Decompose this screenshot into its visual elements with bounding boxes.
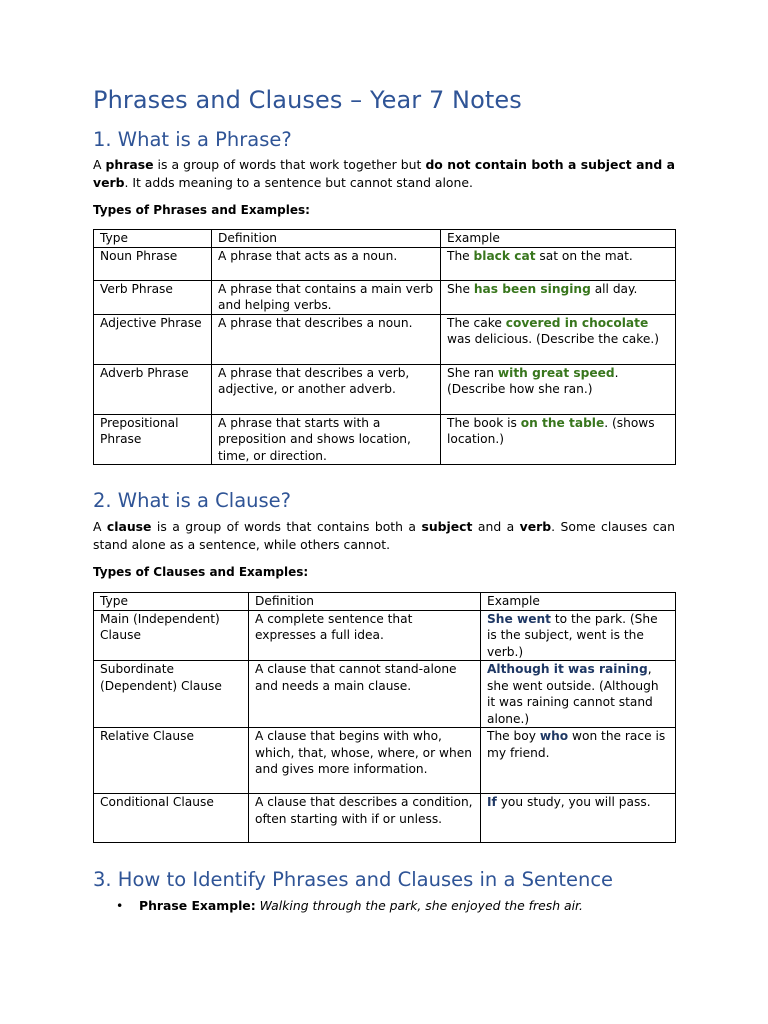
example-text: all day. [590,281,638,296]
table-row [94,728,676,794]
example-cell [441,364,676,414]
column-header: Example [481,593,676,611]
example-text: The book is [447,415,521,430]
example-text: . (Describe how she ran.) [447,365,619,396]
highlighted-example-text: Although it was raining [487,662,648,676]
example-text: to the park. (She is the subject, went is the verb.) [487,611,658,659]
definition-cell: A phrase that describes a noun. [212,314,441,364]
phrase-intro [93,156,675,192]
bold-term: verb [519,519,552,534]
bullet-example-text: Walking through the park, she enjoyed the fresh air. [255,898,583,913]
text-run: and a [472,519,520,534]
phrase-table-caption: Types of Phrases and Examples: [93,203,310,217]
type-cell: Verb Phrase [94,280,212,314]
example-cell [481,610,676,661]
example-cell [441,247,676,280]
table-row [94,247,676,280]
type-cell: Adverb Phrase [94,364,212,414]
example-text: , she went outside. (Although it was raining cannot stand alone.) [487,662,659,726]
bullet-label: Phrase Example: [139,898,256,913]
column-header: Definition [212,230,441,248]
type-cell: Conditional Clause [94,794,249,843]
type-cell: Adjective Phrase [94,314,212,364]
example-text: The cake [447,315,506,330]
text-run: is a group of words that contains both a [151,519,422,534]
definition-cell: A phrase that starts with a preposition and shows location, time, or direction. [212,414,441,465]
example-text: sat on the mat. [535,248,633,263]
column-header: Example [441,230,676,248]
clause-intro [93,518,675,554]
section-heading-phrase: 1. What is a Phrase? [93,128,292,151]
bold-term: phrase [105,157,154,172]
highlighted-example-text: black cat [473,248,536,263]
identify-bullet-list [116,897,583,915]
table-row [94,610,676,661]
example-text: was delicious. (Describe the cake.) [447,332,660,346]
section-heading-clause: 2. What is a Clause? [93,489,292,512]
table-header-row [94,593,676,611]
highlighted-example-text: has been singing [473,281,591,296]
highlighted-example-text: If [487,795,497,809]
clause-table-caption: Types of Clauses and Examples: [93,565,309,579]
highlighted-example-text: on the table [520,415,605,430]
bold-term: subject [421,519,473,534]
example-cell [441,314,676,364]
table-row [94,364,676,414]
definition-cell: A complete sentence that expresses a full idea. [249,610,481,661]
table-row [94,280,676,314]
definition-cell: A phrase that describes a verb, adjective, or another adverb. [212,364,441,414]
example-text: The [447,248,474,263]
bullet-item [116,897,583,915]
example-cell [481,661,676,728]
highlighted-example-text: with great speed [497,365,615,380]
table-header-row [94,230,676,248]
example-cell [441,414,676,465]
text-run: A [93,157,106,172]
type-cell: Prepositional Phrase [94,414,212,465]
table-row [94,414,676,465]
type-cell: Noun Phrase [94,247,212,280]
table-row [94,661,676,728]
example-cell [481,794,676,843]
phrase-table [93,229,676,465]
text-run: . Some clauses can stand alone as a sentence, while others cannot. [93,519,675,552]
clause-table [93,592,676,843]
page-title: Phrases and Clauses – Year 7 Notes [93,86,522,114]
highlighted-example-text: who [539,729,569,743]
section-heading-identify: 3. How to Identify Phrases and Clauses in a Sentence [93,868,614,891]
bold-term: clause [106,519,152,534]
example-text: She [447,281,474,296]
type-cell: Relative Clause [94,728,249,794]
column-header: Type [94,593,249,611]
example-text: She ran [447,365,498,380]
table-row [94,794,676,843]
text-run: . It adds meaning to a sentence but cannot stand alone. [124,175,473,190]
definition-cell: A phrase that contains a main verb and helping verbs. [212,280,441,314]
example-text: won the race is my friend. [487,729,666,760]
highlighted-example-text: covered in chocolate [505,315,649,330]
text-run: A [93,519,107,534]
bullet-icon: • [116,898,124,913]
definition-cell: A clause that describes a condition, often starting with if or unless. [249,794,481,843]
definition-cell: A clause that cannot stand-alone and needs a main clause. [249,661,481,728]
definition-cell: A phrase that acts as a noun. [212,247,441,280]
example-text: The boy [487,729,540,743]
example-cell [481,728,676,794]
type-cell: Subordinate (Dependent) Clause [94,661,249,728]
example-cell [441,280,676,314]
column-header: Definition [249,593,481,611]
definition-cell: A clause that begins with who, which, that, whose, where, or when and gives more information. [249,728,481,794]
example-text: . (shows location.) [447,415,655,446]
column-header: Type [94,230,212,248]
text-run: is a group of words that work together but [153,157,426,172]
bold-term: do not contain both a subject and a verb [93,157,675,190]
type-cell: Main (Independent) Clause [94,610,249,661]
example-text: you study, you will pass. [496,795,651,809]
highlighted-example-text: She went [487,611,551,626]
table-row [94,314,676,364]
